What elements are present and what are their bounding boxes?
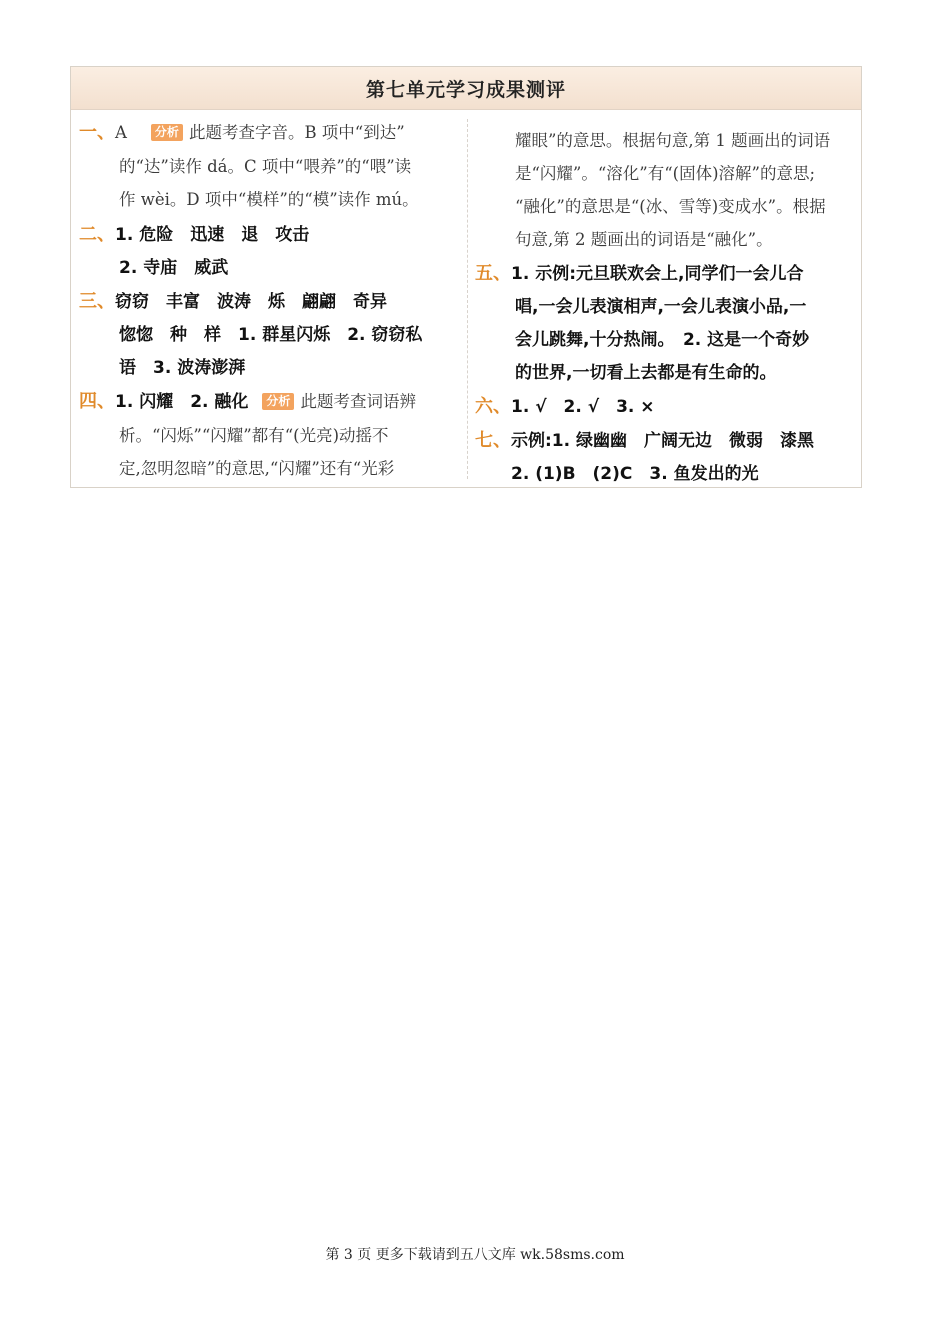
- section-6-line-1: [475, 395, 655, 419]
- section-6-text: 1. √ 2. √ 3. ×: [511, 397, 655, 417]
- section-4-answer: 1. 闪耀 2. 融化: [115, 392, 249, 412]
- section-1-line-1: [79, 121, 405, 145]
- section-2-number: 二、: [79, 224, 115, 245]
- analysis-tag: 分析: [262, 393, 294, 410]
- section-4-line-2: 析。“闪烁”“闪耀”都有“(光亮)动摇不: [119, 426, 389, 445]
- section-4-number: 四、: [79, 391, 115, 412]
- section-1-line-3: 作 wèi。D 项中“模样”的“模”读作 mú。: [119, 190, 419, 209]
- section-5-line-2: 唱,一会儿表演相声,一会儿表演小品,一: [515, 297, 807, 317]
- section-2-line-2: 2. 寺庙 威武: [119, 258, 229, 278]
- section-3-number: 三、: [79, 291, 115, 312]
- answer-card: [70, 66, 862, 488]
- section-5-line-3: 会儿跳舞,十分热闹。 2. 这是一个奇妙: [515, 330, 810, 350]
- section-6-number: 六、: [475, 396, 511, 417]
- analysis-tag: 分析: [151, 124, 183, 141]
- section-1-number: 一、: [79, 122, 115, 143]
- section-7-line-2: 2. (1)B (2)C 3. 鱼发出的光: [511, 464, 759, 484]
- section-2-text: 1. 危险 迅速 退 攻击: [115, 225, 310, 245]
- section-3-line-3: 语 3. 波涛澎湃: [119, 358, 246, 378]
- section-3-line-2: 惚惚 种 样 1. 群星闪烁 2. 窃窃私: [119, 325, 423, 345]
- section-4-continued-line-4: 句意,第 2 题画出的词语是“融化”。: [515, 230, 773, 249]
- section-3-text: 窃窃 丰富 波涛 烁 翩翩 奇异: [115, 292, 387, 312]
- section-7-line-1: [475, 429, 814, 453]
- section-1-answer: A: [115, 123, 127, 142]
- column-divider: [467, 119, 468, 479]
- page-footer: 第 3 页 更多下载请到五八文库 wk.58sms.com: [325, 1247, 625, 1263]
- section-2-line-1: [79, 223, 309, 247]
- section-5-line-1: [475, 262, 803, 286]
- section-4-text: 此题考查词语辨: [300, 392, 416, 411]
- section-4-continued-line-2: 是“闪耀”。“溶化”有“(固体)溶解”的意思;: [515, 164, 816, 183]
- section-4-continued-line-1: 耀眼”的意思。根据句意,第 1 题画出的词语: [515, 131, 831, 150]
- section-7-text: 示例:1. 绿幽幽 广阔无边 微弱 漆黑: [511, 431, 815, 451]
- section-4-line-3: 定,忽明忽暗”的意思,“闪耀”还有“光彩: [119, 459, 395, 478]
- section-4-line-1: [79, 390, 416, 414]
- section-4-continued-line-3: “融化”的意思是“(冰、雪等)变成水”。根据: [515, 197, 826, 216]
- section-3-line-1: [79, 290, 387, 314]
- section-5-text: 1. 示例:元旦联欢会上,同学们一会儿合: [511, 264, 804, 284]
- section-1-text: 此题考查字音。B 项中“到达”: [188, 123, 405, 142]
- card-header: [71, 67, 861, 110]
- section-7-number: 七、: [475, 430, 511, 451]
- section-5-number: 五、: [475, 263, 511, 284]
- section-1-line-2: 的“达”读作 dá。C 项中“喂养”的“喂”读: [119, 157, 412, 176]
- card-title: 第七单元学习成果测评: [365, 78, 566, 101]
- section-5-line-4: 的世界,一切看上去都是有生命的。: [515, 363, 777, 383]
